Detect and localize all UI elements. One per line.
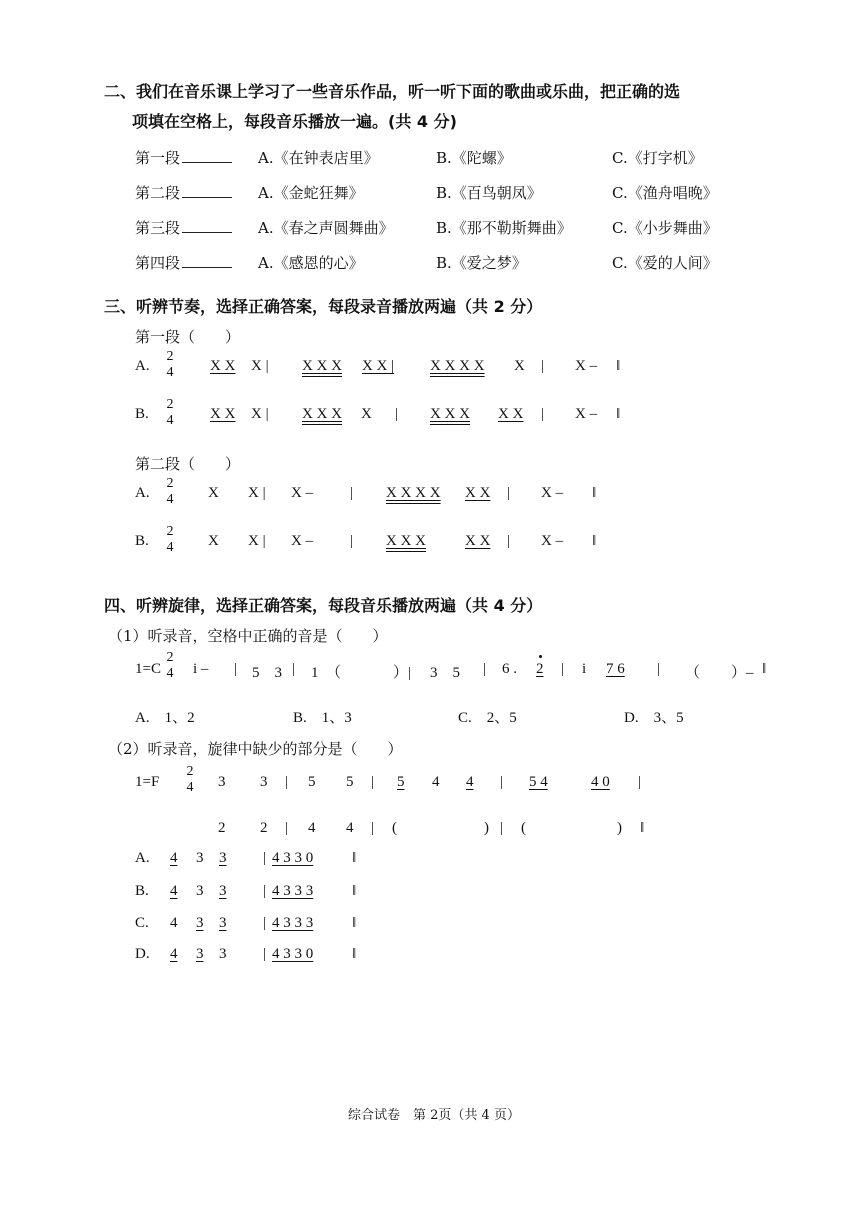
notes: 4 3 3 0 xyxy=(272,946,314,962)
bar-line: | xyxy=(350,485,354,501)
note: 2 xyxy=(218,820,226,836)
rhythm: X – xyxy=(541,485,564,501)
end-bar: ‖ xyxy=(640,820,645,836)
rhythm: X X xyxy=(465,485,491,501)
rhythm: X X xyxy=(465,533,491,549)
bar-line: | xyxy=(561,661,565,677)
rhythm: X – xyxy=(575,358,598,374)
note: i – xyxy=(193,661,209,677)
bar-line: | xyxy=(350,533,354,549)
bar-line: | xyxy=(638,774,642,790)
bar-line: | xyxy=(263,946,267,962)
option-letter: D. xyxy=(135,946,150,962)
answer-blank[interactable] xyxy=(182,253,232,268)
note: 3 xyxy=(218,774,226,790)
end-bar: ‖ xyxy=(592,485,597,501)
note: ）– xyxy=(731,665,754,681)
bar-line: | xyxy=(483,661,487,677)
option-b: B.《陀螺》 xyxy=(436,149,512,167)
option-a: A.《金蛇狂舞》 xyxy=(258,184,364,202)
bar-line: | xyxy=(263,850,267,866)
end-bar: ‖ xyxy=(762,661,767,677)
note: 3 xyxy=(196,946,204,962)
option-letter: C. xyxy=(135,915,149,931)
note: 1 （ xyxy=(311,665,342,681)
key-signature: 1=C xyxy=(135,661,161,677)
answer-blank[interactable] xyxy=(182,218,232,233)
choice-b[interactable]: B. 1、3 xyxy=(293,710,352,726)
option-c: C.《渔舟唱晚》 xyxy=(612,184,718,202)
note: ）| xyxy=(393,665,412,681)
q3-part2-label: 第二段（ ） xyxy=(135,455,241,473)
end-bar: ‖ xyxy=(352,946,357,962)
paren-open: ( xyxy=(521,820,526,836)
end-bar: ‖ xyxy=(352,850,357,866)
page-footer: 综合试卷 第 2页（共 4 页） xyxy=(348,1108,520,1123)
note: 6 . xyxy=(502,661,517,677)
note: 4 xyxy=(170,946,178,962)
note: 3 xyxy=(219,850,227,866)
bar-line: | xyxy=(657,661,661,677)
rhythm: X – xyxy=(291,485,314,501)
notes: 4 3 3 3 xyxy=(272,915,314,931)
note: 3 xyxy=(219,946,227,962)
note: 3 xyxy=(219,883,227,899)
note: 2 xyxy=(536,661,544,677)
notes: 4 3 3 0 xyxy=(272,850,314,866)
time-signature: 2 4 xyxy=(166,397,174,428)
bar-line: | xyxy=(500,774,504,790)
bar-line: | xyxy=(500,820,504,836)
end-bar: ‖ xyxy=(352,883,357,899)
option-c: C.《爱的人间》 xyxy=(612,254,718,272)
rhythm: X xyxy=(514,358,525,374)
row-label: 第三段 xyxy=(135,219,181,237)
end-bar: ‖ xyxy=(352,915,357,931)
note: 4 xyxy=(466,774,474,790)
q2-title-line1: 二、我们在音乐课上学习了一些音乐作品，听一听下面的歌曲或乐曲，把正确的选 xyxy=(104,82,681,101)
q3-part1-label: 第一段（ ） xyxy=(135,328,241,346)
option-a: A.《春之声圆舞曲》 xyxy=(258,219,394,237)
bar-line: | xyxy=(507,485,511,501)
note: 4 xyxy=(432,774,440,790)
option-b: B.《爱之梦》 xyxy=(436,254,527,272)
time-signature: 2 4 xyxy=(166,349,174,380)
end-bar: ‖ xyxy=(616,358,621,374)
note: 3 xyxy=(219,915,227,931)
bar-line: | xyxy=(395,406,399,422)
rhythm: X X X X xyxy=(386,485,441,501)
answer-blank[interactable] xyxy=(182,183,232,198)
rhythm: X xyxy=(208,485,219,501)
note: 3 5 xyxy=(430,665,461,681)
rhythm: X – xyxy=(541,533,564,549)
bar-line: | xyxy=(263,883,267,899)
bar-line: | xyxy=(541,406,545,422)
notes: 4 3 3 3 xyxy=(272,883,314,899)
rhythm: X X xyxy=(210,406,236,422)
rhythm: X | xyxy=(251,358,269,374)
note: 7 6 xyxy=(606,661,625,677)
option-b: B.《百鸟朝凤》 xyxy=(436,184,542,202)
rhythm: X | xyxy=(251,406,269,422)
note: 4 xyxy=(170,883,178,899)
option-a: A.《感恩的心》 xyxy=(258,254,364,272)
time-signature: 2 4 xyxy=(166,650,174,681)
note: 3 xyxy=(196,915,204,931)
rhythm: X X X X xyxy=(430,358,485,374)
note: （ xyxy=(685,665,701,681)
bar-line: | xyxy=(371,820,375,836)
time-signature: 2 4 xyxy=(166,524,174,555)
note: 5 xyxy=(308,774,316,790)
note: 5 xyxy=(346,774,354,790)
end-bar: ‖ xyxy=(592,533,597,549)
bar-line: | xyxy=(285,820,289,836)
option-letter: A. xyxy=(135,485,150,501)
note: 3 xyxy=(260,774,268,790)
note: 4 xyxy=(170,850,178,866)
note: 4 xyxy=(346,820,354,836)
note: 3 xyxy=(196,883,204,899)
option-letter: A. xyxy=(135,850,150,866)
option-b: B.《那不勒斯舞曲》 xyxy=(436,219,572,237)
row-label: 第四段 xyxy=(135,254,181,272)
q3-title: 三、听辨节奏，选择正确答案，每段录音播放两遍（共 2 分） xyxy=(104,297,543,316)
bar-line: | xyxy=(507,533,511,549)
high-dot xyxy=(539,655,542,658)
paren-open: ( xyxy=(392,820,397,836)
rhythm: X X X xyxy=(386,533,426,549)
rhythm: X X X xyxy=(302,406,342,422)
choice-a[interactable]: A. 1、2 xyxy=(135,710,195,726)
rhythm: X – xyxy=(291,533,314,549)
answer-blank[interactable] xyxy=(182,148,232,163)
paren-close: ) xyxy=(617,820,622,836)
q2-title-line2: 项填在空格上，每段音乐播放一遍。(共 4 分) xyxy=(132,112,457,131)
q4-title: 四、听辨旋律，选择正确答案，每段音乐播放两遍（共 4 分） xyxy=(104,596,543,615)
choice-c[interactable]: C. 2、5 xyxy=(458,710,517,726)
q4-sub1: （1）听录音，空格中正确的音是（ ） xyxy=(108,627,388,645)
rhythm: X X xyxy=(210,358,236,374)
rhythm: X xyxy=(208,533,219,549)
rhythm: X | xyxy=(248,485,266,501)
rhythm: X X X xyxy=(302,358,342,374)
option-letter: B. xyxy=(135,883,149,899)
note: 2 xyxy=(260,820,268,836)
option-a: A.《在钟表店里》 xyxy=(258,149,379,167)
option-letter: A. xyxy=(135,358,150,374)
note: i xyxy=(582,661,587,677)
bar-line: | xyxy=(234,661,238,677)
row-label: 第二段 xyxy=(135,184,181,202)
bar-line: | xyxy=(292,661,296,677)
bar-line: | xyxy=(263,915,267,931)
end-bar: ‖ xyxy=(616,406,621,422)
q4-sub2: （2）听录音，旋律中缺少的部分是（ ） xyxy=(108,740,403,758)
option-c: C.《打字机》 xyxy=(612,149,703,167)
rhythm: X xyxy=(361,406,372,422)
choice-d[interactable]: D. 3、5 xyxy=(624,710,684,726)
note: 5 4 xyxy=(529,774,548,790)
time-signature: 2 4 xyxy=(166,476,174,507)
option-letter: B. xyxy=(135,533,149,549)
rhythm: X – xyxy=(575,406,598,422)
row-label: 第一段 xyxy=(135,149,181,167)
time-signature: 2 4 xyxy=(186,764,194,795)
rhythm: X X X xyxy=(430,406,470,422)
note: 4 xyxy=(308,820,316,836)
bar-line: | xyxy=(371,774,375,790)
option-letter: B. xyxy=(135,406,149,422)
paren-close: ) xyxy=(484,820,489,836)
note: 5 xyxy=(397,774,405,790)
note: 4 0 xyxy=(591,774,610,790)
key-signature: 1=F xyxy=(135,774,160,790)
bar-line: | xyxy=(541,358,545,374)
rhythm: X | xyxy=(248,533,266,549)
note: 4 xyxy=(170,915,178,931)
bar-line: | xyxy=(285,774,289,790)
note: 3 xyxy=(196,850,204,866)
rhythm: X X xyxy=(498,406,524,422)
rhythm: X X | xyxy=(362,358,395,374)
option-c: C.《小步舞曲》 xyxy=(612,219,718,237)
note: 5 3 xyxy=(252,665,283,681)
